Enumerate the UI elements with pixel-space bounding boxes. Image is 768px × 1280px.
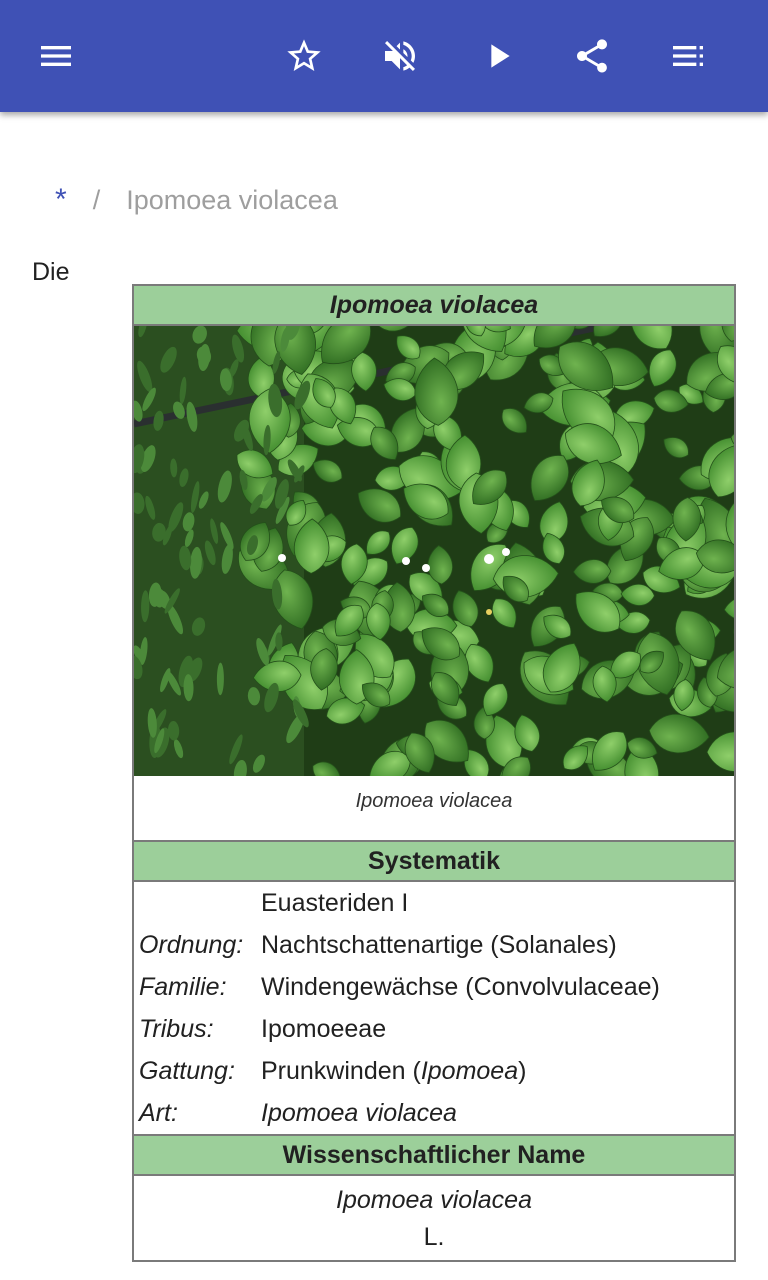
taxonomy-row [134,1008,734,1050]
taxonomy-table [134,882,734,1134]
taxonomy-value[interactable]: Nachtschattenartige (Solanales) [261,930,617,959]
taxonomy-row [134,966,734,1008]
share-button[interactable] [564,28,620,84]
favorite-button[interactable] [276,28,332,84]
breadcrumb-current: Ipomoea violacea [126,184,338,215]
scientific-name: Ipomoea violacea [336,1186,532,1214]
taxonomy-value[interactable]: Ipomoeeae [261,1014,387,1043]
taxonomy-row [134,1092,734,1134]
scientific-name-block [134,1176,734,1260]
taxonomy-rank: Tribus: [139,1014,214,1043]
play-icon [478,36,518,76]
scientific-author[interactable]: L. [423,1223,445,1251]
taxonomy-row [134,924,734,966]
taxonomy-row [134,882,734,924]
contents-button[interactable] [660,28,716,84]
species-name: Ipomoea violacea [261,1098,457,1127]
mute-button[interactable] [372,28,428,84]
taxonomy-rank: Familie: [139,972,227,1001]
taxobox [132,284,736,1262]
taxonomy-value[interactable]: Euasteriden I [261,888,409,917]
share-icon [572,36,612,76]
taxobox-title: Ipomoea violacea [134,286,734,326]
breadcrumb-separator: / [92,184,101,215]
volume-off-icon [380,36,420,76]
menu-button[interactable] [28,28,84,84]
genus-scientific-name: Ipomoea [420,1056,519,1085]
systematik-header: Systematik [134,840,734,882]
breadcrumb [55,182,338,218]
play-button[interactable] [470,28,526,84]
taxonomy-rank: Art: [139,1098,178,1127]
taxonomy-value[interactable]: Windengewächse (Convolvulaceae) [261,972,660,1001]
breadcrumb-home-link[interactable]: * [55,183,67,216]
hamburger-menu-icon [36,36,76,76]
taxonomy-rank: Ordnung: [139,930,244,959]
app-toolbar [0,0,768,112]
genus-paren-close: ) [518,1056,527,1085]
plant-photo[interactable] [134,326,734,776]
image-caption: Ipomoea violacea [355,790,513,812]
scientific-name-header: Wissenschaftlicher Name [134,1134,734,1176]
taxonomy-row [134,1050,734,1092]
article-lead-text: Die [32,258,70,286]
star-outline-icon [284,36,324,76]
taxonomy-value [261,1092,734,1134]
taxonomy-rank: Gattung: [139,1056,235,1085]
taxonomy-value[interactable] [261,1050,734,1092]
genus-common-name: Prunkwinden ( [261,1056,421,1085]
list-contents-icon [668,36,708,76]
taxonomy-rank [134,882,261,924]
